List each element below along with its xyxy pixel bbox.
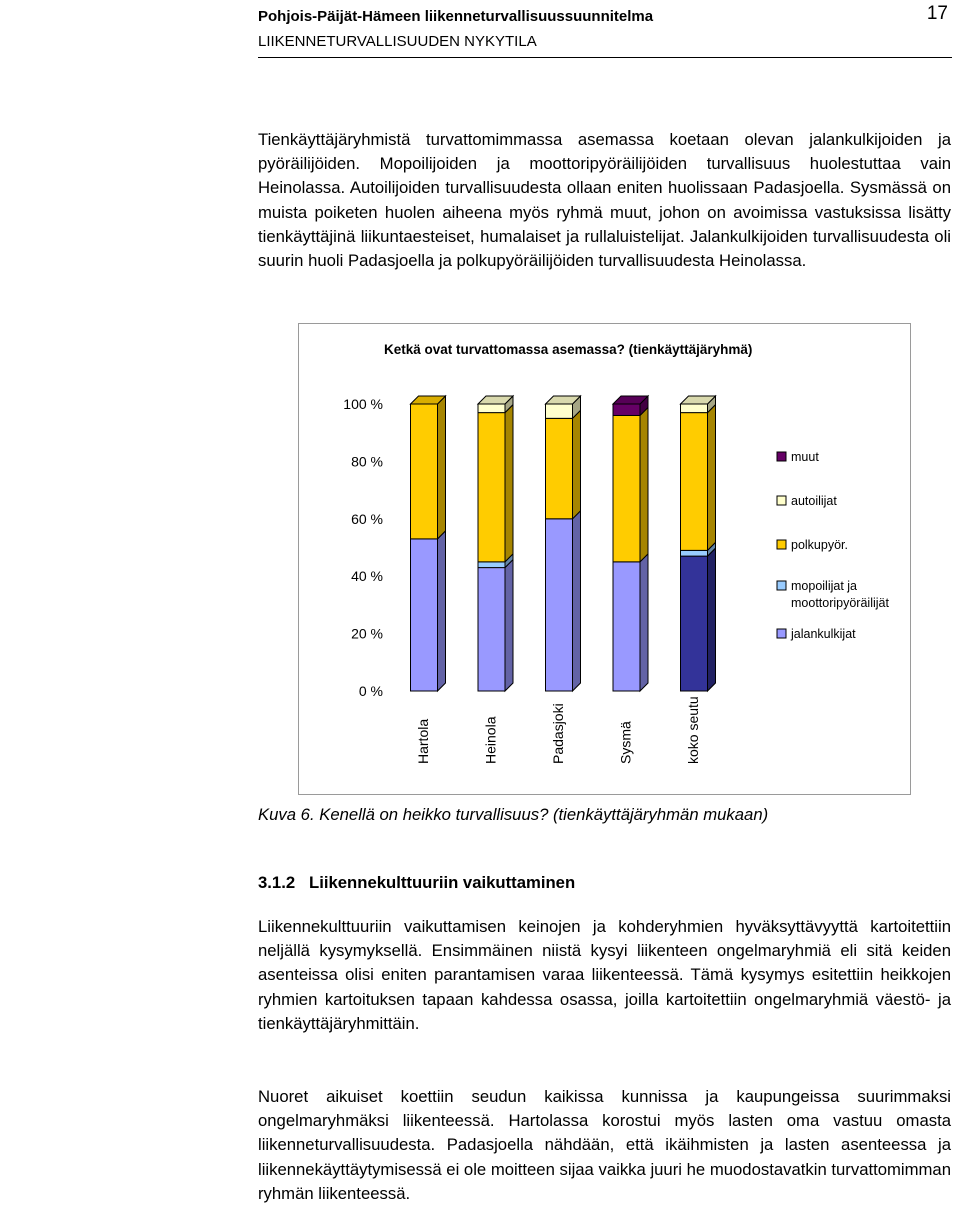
bar-segment [478,568,505,691]
bar-segment [546,418,573,518]
x-tick-label: Padasjoki [550,703,566,764]
x-tick-label: Sysmä [617,721,634,764]
y-tick-label: 20 % [351,625,383,642]
bar-segment [478,413,505,562]
y-tick-label: 40 % [351,568,383,585]
bar-segment [613,404,640,415]
bar-segment [613,415,640,561]
legend-label: polkupyör. [791,538,848,552]
x-tick-label: koko seutu [685,696,701,764]
bar-segment-side [438,531,446,691]
bar-segment-side [573,511,581,691]
legend-swatch [777,629,786,638]
bar-segment [478,404,505,413]
legend-label: mopoilijat ja [791,579,858,593]
bar-segment [681,556,708,691]
paragraph-intro: Tienkäyttäjäryhmistä turvattomimmassa asemassa koetaan olevan jalankulkijoiden ja pyöräilijöiden. Mopoilijoiden ja moottoripyöräilijöiden turvallisuus huolestuttaa vain Heinolassa. Autoilijoiden turvallisuudesta ollaan eniten huolissaan Padasjoella. Sysmässä on muista poiketen huolen aiheena myös ryhmä muut, johon on avoimissa vastuksissa lisätty tienkäyttäjinä liikuntaesteiset, humalaiset ja rullaluistelijat. Jalankulkijoiden turvallisuudesta oli suurin huoli Padasjoella ja polkupyöräilijöiden turvallisuudesta Heinolassa. [258,130,951,271]
legend-label: jalankulkijat [791,627,856,641]
y-tick-label: 80 % [351,453,383,470]
legend-swatch [777,540,786,549]
bar-segment-side [708,405,716,551]
legend-label: moottoripyöräilijät [791,596,889,610]
bar-segment-side [573,410,581,518]
x-tick-label: Heinola [482,716,499,764]
x-tick-label: Hartola [415,718,431,764]
bar-segment [681,413,708,551]
chart-title: Ketkä ovat turvattomassa asemassa? (tienkäyttäjäryhmä) [384,342,753,357]
legend-label: autoilijat [791,494,837,508]
stacked-bar-chart [298,323,911,795]
legend-swatch [777,581,786,590]
bar-segment [681,404,708,413]
bar-segment-side [505,560,513,691]
bar-segment [411,539,438,691]
figure-caption: Kuva 6. Kenellä on heikko turvallisuus? (tienkäyttäjäryhmän mukaan) [258,805,769,824]
bar-segment [411,404,438,539]
legend-label: muut [791,450,819,464]
header-divider [258,57,952,58]
chart-canvas [299,324,910,794]
bar-segment [546,404,573,418]
legend-swatch [777,452,786,461]
bar-segment-side [505,405,513,562]
page-number: 17 [926,3,948,24]
legend-swatch [777,496,786,505]
paragraph-young-adults: Nuoret aikuiset koettiin seudun kaikissa kunnissa ja kaupungeissa suurimmaksi ongelmaryhmäksi liikenteessä. Hartolassa korostui myös lasten oma vastuu omasta liikenneturvallisuudesta. Padasjoella nähdään, että ikäihmisten ja lasten asenteessa ja liikennekäyttäytymisessä ei ole moitteen sijaa vaikka juuri he muodostavatkin turvattomimman ryhmän liikenteessä. [258,1087,951,1203]
y-tick-label: 0 % [358,683,383,699]
bar-segment-side [640,554,648,691]
document-header-subtitle: LIIKENNETURVALLISUUDEN NYKYTILA [258,33,537,50]
bar-segment [546,519,573,691]
section-heading: 3.1.2 Liikennekulttuuriin vaikuttaminen [258,873,576,892]
paragraph-culture: Liikennekulttuuriin vaikuttamisen keinojen ja kohderyhmien hyväksyttävyyttä kartoitettiin neljällä kysymyksellä. Ensimmäinen niistä kysyi liikenteen ongelmaryhmiä eli sitä keiden asenteissa olisi eniten parantamisen varaa liikenteessä. Tämä kysymys esitettiin heikkojen ryhmien kartoituksen tapaan kahdessa osassa, joilla kartoitettiin ongelmaryhmiä väestö- ja tienkäyttäjäryhmittäin. [258,917,951,1033]
bar-segment [478,562,505,568]
bar-segment [681,550,708,556]
bar-segment-side [438,396,446,539]
bar-segment-side [708,548,716,691]
bar-segment [613,562,640,691]
y-tick-label: 100 % [343,396,383,412]
y-tick-label: 60 % [351,510,383,527]
document-header-title: Pohjois-Päijät-Hämeen liikenneturvallisuussuunnitelma [258,8,654,25]
bar-segment-side [640,407,648,561]
